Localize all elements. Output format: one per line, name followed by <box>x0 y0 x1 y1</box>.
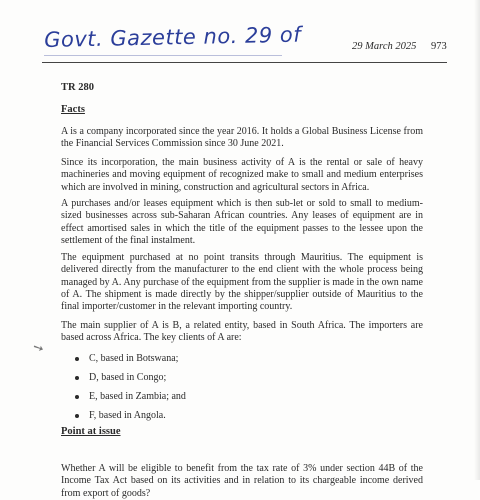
handwritten-underline <box>44 55 282 56</box>
handwritten-note: Govt. Gazette no. 29 of <box>44 22 302 52</box>
clients-list <box>61 353 421 429</box>
header-date: 29 March 2025 <box>352 41 417 52</box>
list-item: F, based in Angola. <box>61 410 421 429</box>
list-item: E, based in Zambia; and <box>61 391 421 410</box>
paragraph-business-activity: Since its incorporation, the main business activity of A is the rental or sale of heavy machineries and moving equipment of recognized make to small and medium enterprises which are involved in mining, construction and agricultural sectors in Africa. <box>61 157 423 193</box>
ruling-reference: TR 280 <box>61 82 94 93</box>
paragraph-leases: A purchases and/or leases equipment which is then sub-let or sold to small to medium-sized businesses across sub-Saharan African countries. Any leases of equipment are in effect amortised sales in which the title of the equipment passes to the lessee upon the settlement of the final instalment. <box>61 198 423 246</box>
paragraph-suppliers: The main supplier of A is B, a related entity, based in South Africa. The importers are based across Africa. The key clients of A are: <box>61 320 423 344</box>
page-edge-shadow <box>474 0 480 480</box>
list-item: D, based in Congo; <box>61 372 421 391</box>
list-item: C, based in Botswana; <box>61 353 421 372</box>
point-at-issue-heading: Point at issue <box>61 426 121 437</box>
header-rule <box>42 62 447 63</box>
paragraph-question: Whether A will be eligible to benefit from the tax rate of 3% under section 44B of the Income Tax Act based on its activities and in relation to its chargeable income derived from export of goods? <box>61 463 423 499</box>
facts-heading: Facts <box>61 104 85 115</box>
margin-mark-icon: ➘ <box>30 338 47 357</box>
paragraph-shipment: The equipment purchased at no point transits through Mauritius. The equipment is delivered directly from the manufacturer to the end client with the whole process being managed by A. Any purchase of the equipment from the supplier is made in the own name of A. The shipment is made directly by the shipper/supplier outside of Mauritius to the final importer/customer in the relevant importing country. <box>61 252 423 313</box>
header-page-number: 973 <box>431 41 447 52</box>
paragraph-incorporation: A is a company incorporated since the year 2016. It holds a Global Business License from the Financial Services Commission since 30 June 2021. <box>61 126 423 150</box>
